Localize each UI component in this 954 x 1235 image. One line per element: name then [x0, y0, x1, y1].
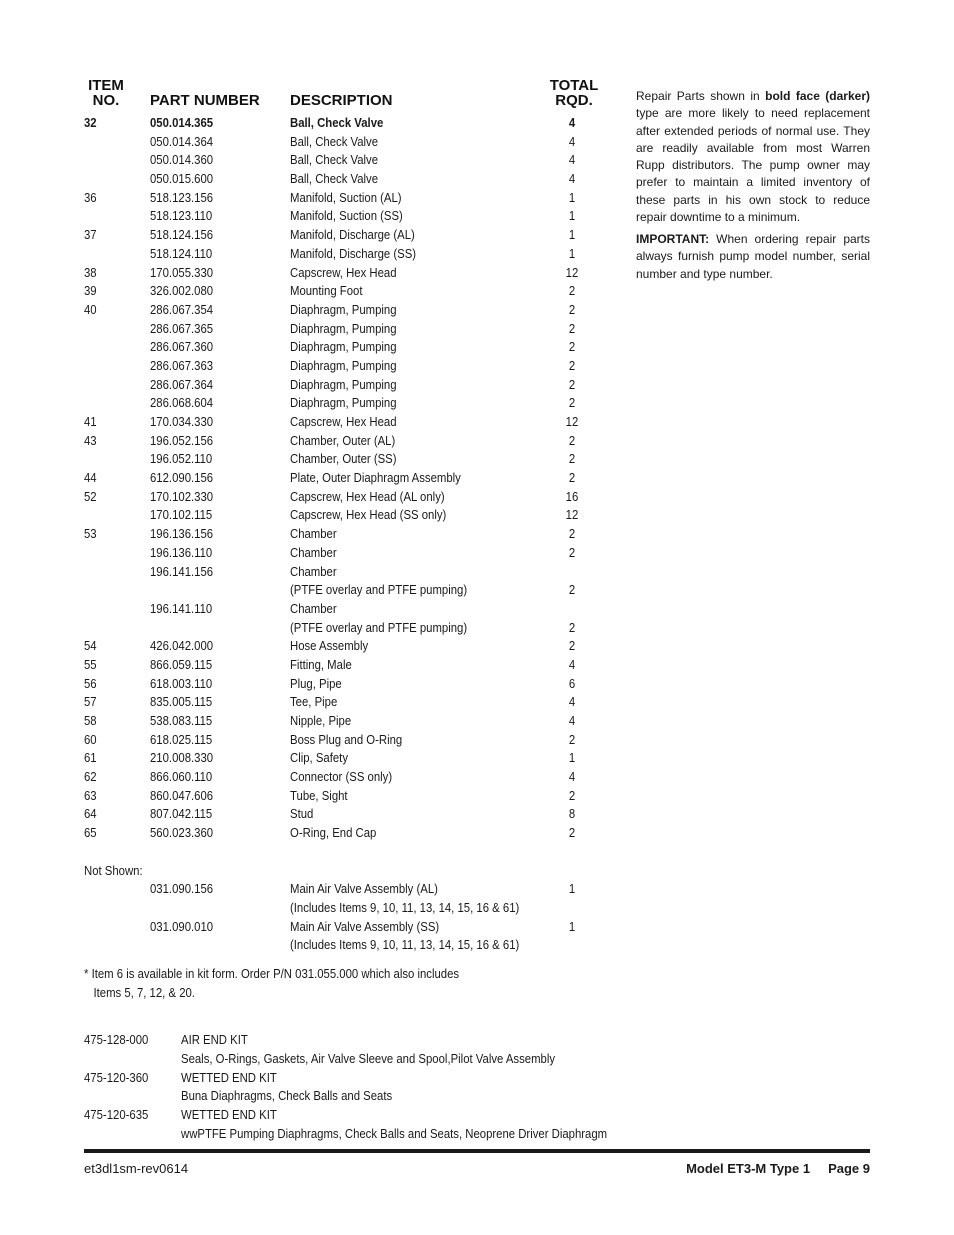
part-number: 196.136.156 [150, 526, 214, 542]
quantity-required: 2 [568, 339, 576, 355]
parts-row [84, 749, 604, 768]
part-number: 518.123.156 [150, 189, 214, 205]
quantity-required: 2 [568, 638, 576, 654]
part-description: (Includes Items 9, 10, 11, 13, 14, 15, 16 & 61) [290, 937, 520, 953]
part-number: 196.136.110 [150, 544, 213, 560]
part-number: 612.090.156 [150, 470, 214, 486]
part-description: Capscrew, Hex Head [290, 414, 397, 429]
part-description: Mounting Foot [290, 283, 363, 299]
header-item-line2: NO. [92, 92, 120, 109]
quantity-required: 2 [568, 731, 576, 747]
item-number: 60 [84, 731, 97, 747]
kit-description: WETTED END KIT [181, 1107, 277, 1123]
kit-description: WETTED END KIT [181, 1069, 277, 1085]
part-description: Ball, Check Valve [290, 115, 384, 130]
header-total-rqd [546, 78, 602, 108]
note-text: type are more likely to need replacement after extended periods of normal use. They are readily available from most Warren Rupp distributors. The pump owner may prefer to maintain a limited inventory of these parts in his own stock to reduce repair downtime to a minimum. [636, 106, 870, 225]
parts-row [84, 805, 604, 824]
part-description: Main Air Valve Assembly (AL) [290, 881, 438, 897]
parts-row [84, 712, 604, 731]
quantity-required: 6 [568, 675, 576, 691]
part-description: Ball, Check Valve [290, 133, 379, 149]
parts-row [84, 394, 604, 413]
parts-row [84, 432, 604, 451]
quantity-required: 4 [568, 694, 576, 710]
part-description: Boss Plug and O-Ring [290, 731, 403, 747]
footer-divider [84, 1149, 870, 1153]
part-number: 286.068.604 [150, 395, 214, 411]
parts-row [84, 862, 604, 881]
item-number: 40 [84, 301, 97, 317]
quantity-required: 4 [568, 713, 576, 728]
part-description: Hose Assembly [290, 638, 369, 654]
parts-row [84, 787, 604, 806]
parts-row [84, 637, 604, 656]
quantity-required: 2 [568, 451, 576, 467]
kit-description: Buna Diaphragms, Check Balls and Seats [181, 1088, 393, 1104]
quantity-required: 4 [568, 115, 576, 130]
part-description: Tube, Sight [290, 787, 348, 803]
part-description: Manifold, Suction (AL) [290, 189, 402, 205]
kit-line [84, 1050, 784, 1069]
header-item-line1: ITEM [88, 77, 124, 94]
part-number: 286.067.364 [150, 376, 214, 392]
part-description: Chamber [290, 526, 337, 542]
quantity-required: 16 [565, 488, 579, 504]
part-number: 050.014.364 [150, 133, 214, 149]
part-number: 286.067.363 [150, 357, 214, 373]
item-number: 61 [84, 750, 97, 766]
header-description: DESCRIPTION [290, 92, 393, 109]
quantity-required: 2 [568, 619, 576, 635]
quantity-required: 2 [568, 301, 576, 317]
part-description: Tee, Pipe [290, 694, 338, 710]
parts-row [84, 151, 604, 170]
parts-row [84, 918, 604, 937]
part-number: 807.042.115 [150, 806, 213, 822]
item-number: 53 [84, 526, 97, 542]
quantity-required: 1 [568, 189, 576, 205]
quantity-required: 12 [565, 264, 579, 280]
kit-line [84, 1106, 784, 1125]
part-number: 170.034.330 [150, 414, 214, 429]
item-number: 37 [84, 227, 97, 243]
part-number: 866.059.115 [150, 656, 213, 672]
part-description: Manifold, Suction (SS) [290, 208, 403, 224]
part-description: Plug, Pipe [290, 675, 342, 691]
parts-row [84, 544, 604, 563]
part-number: 031.090.010 [150, 918, 214, 934]
part-number: 031.090.156 [150, 881, 214, 897]
note-bold-text: bold face (darker) [765, 89, 870, 103]
part-description: Diaphragm, Pumping [290, 320, 397, 336]
parts-row [84, 264, 604, 283]
footer-doc-code: et3dl1sm-rev0614 [84, 1161, 189, 1176]
kit-line [84, 1069, 784, 1088]
part-number: 426.042.000 [150, 638, 214, 654]
quantity-required: 4 [568, 133, 576, 149]
part-description: Manifold, Discharge (AL) [290, 227, 415, 243]
parts-row [84, 824, 604, 843]
item-number: 41 [84, 414, 97, 429]
quantity-required: 1 [568, 750, 576, 766]
quantity-required: 12 [565, 414, 579, 429]
item-number: 62 [84, 769, 97, 785]
quantity-required: 1 [568, 245, 576, 261]
important-note [636, 231, 870, 283]
part-number: 170.102.330 [150, 488, 214, 504]
parts-row [84, 413, 604, 432]
quantity-required: 4 [568, 769, 576, 785]
quantity-required: 2 [568, 357, 576, 373]
quantity-required: 1 [568, 227, 576, 243]
item-number: 64 [84, 806, 97, 822]
item-number: 65 [84, 825, 97, 841]
parts-row [84, 488, 604, 507]
part-description: Stud [290, 806, 314, 822]
part-number: 866.060.110 [150, 769, 213, 785]
parts-row [84, 506, 604, 525]
part-description: (PTFE overlay and PTFE pumping) [290, 619, 468, 635]
parts-row [84, 133, 604, 152]
kit-footnote-line1: * Item 6 is available in kit form. Order P/N 031.055.000 which also includes [84, 966, 460, 981]
quantity-required: 12 [565, 507, 579, 523]
item-number: 58 [84, 713, 97, 728]
quantity-required: 2 [568, 582, 576, 598]
parts-row [84, 843, 604, 862]
quantity-required: 1 [568, 208, 576, 224]
parts-row [84, 581, 604, 600]
parts-row [84, 469, 604, 488]
kit-line [84, 1087, 784, 1106]
quantity-required: 2 [568, 470, 576, 486]
part-description: Capscrew, Hex Head (AL only) [290, 488, 445, 504]
part-description: (PTFE overlay and PTFE pumping) [290, 582, 468, 598]
kit-line [84, 1031, 784, 1050]
parts-row [84, 656, 604, 675]
parts-row [84, 525, 604, 544]
note-text: Repair Parts shown in [636, 89, 766, 103]
item-number: 52 [84, 488, 97, 504]
item-number: 54 [84, 638, 97, 654]
kit-number: 475-128-000 [84, 1032, 149, 1047]
part-description: Diaphragm, Pumping [290, 301, 397, 317]
kit-number: 475-120-635 [84, 1107, 149, 1123]
footer-page-info [686, 1161, 870, 1177]
item-number: 36 [84, 189, 97, 205]
quantity-required: 2 [568, 395, 576, 411]
quantity-required: 1 [568, 881, 576, 897]
part-description: Ball, Check Valve [290, 171, 379, 187]
part-description: (Includes Items 9, 10, 11, 13, 14, 15, 16 & 61) [290, 899, 520, 915]
part-description: Capscrew, Hex Head [290, 264, 397, 280]
header-total-line1: TOTAL [549, 77, 599, 94]
part-description: Capscrew, Hex Head (SS only) [290, 507, 447, 523]
part-description: Plate, Outer Diaphragm Assembly [290, 470, 461, 486]
part-number: 050.014.360 [150, 152, 214, 168]
part-number: 618.003.110 [150, 675, 213, 691]
part-description: Chamber [290, 563, 337, 579]
part-number: 326.002.080 [150, 283, 214, 299]
part-number: 518.123.110 [150, 208, 213, 224]
item-number: Not Shown: [84, 862, 143, 878]
quantity-required: 2 [568, 432, 576, 448]
parts-row [84, 170, 604, 189]
part-description: Diaphragm, Pumping [290, 339, 397, 355]
parts-row [84, 563, 604, 582]
part-number: 518.124.110 [150, 245, 213, 261]
part-description: Chamber, Outer (SS) [290, 451, 397, 467]
part-description: Chamber [290, 544, 337, 560]
kit-footnote [84, 964, 520, 1002]
parts-row [84, 768, 604, 787]
part-description: Diaphragm, Pumping [290, 357, 397, 373]
parts-row [84, 357, 604, 376]
part-number: 286.067.365 [150, 320, 214, 336]
quantity-required: 2 [568, 544, 576, 560]
header-total-line2: RQD. [555, 92, 593, 109]
footer-page-number: Page 9 [828, 1161, 870, 1176]
parts-row [84, 619, 604, 638]
part-description: Manifold, Discharge (SS) [290, 245, 417, 261]
parts-row [84, 675, 604, 694]
quantity-required: 2 [568, 283, 576, 299]
part-description: O-Ring, End Cap [290, 825, 377, 841]
part-number: 210.008.330 [150, 750, 214, 766]
part-number: 860.047.606 [150, 787, 214, 803]
parts-row [84, 450, 604, 469]
item-number: 39 [84, 283, 97, 299]
part-description: Chamber [290, 600, 337, 616]
part-number: 050.014.365 [150, 115, 214, 130]
part-number: 196.052.156 [150, 432, 214, 448]
item-number: 38 [84, 264, 97, 280]
parts-row [84, 936, 604, 955]
repair-parts-note [636, 88, 870, 226]
part-number: 518.124.156 [150, 227, 214, 243]
item-number: 43 [84, 432, 97, 448]
part-description: Clip, Safety [290, 750, 348, 766]
part-number: 835.005.115 [150, 694, 213, 710]
parts-row [84, 880, 604, 899]
quantity-required: 2 [568, 320, 576, 336]
parts-row [84, 731, 604, 750]
parts-row [84, 338, 604, 357]
part-number: 618.025.115 [150, 731, 213, 747]
quantity-required: 1 [568, 918, 576, 934]
part-number: 170.102.115 [150, 507, 213, 523]
item-number: 63 [84, 787, 97, 803]
parts-row [84, 320, 604, 339]
part-description: Chamber, Outer (AL) [290, 432, 396, 448]
part-number: 196.141.156 [150, 563, 214, 579]
parts-row [84, 114, 604, 133]
parts-row [84, 693, 604, 712]
part-number: 560.023.360 [150, 825, 214, 841]
parts-row [84, 245, 604, 264]
item-number: 56 [84, 675, 97, 691]
parts-row [84, 376, 604, 395]
part-number: 286.067.360 [150, 339, 214, 355]
item-number: 55 [84, 656, 97, 672]
kit-description: Seals, O-Rings, Gaskets, Air Valve Sleeve and Spool,Pilot Valve Assembly [181, 1050, 556, 1066]
quantity-required: 2 [568, 787, 576, 803]
part-description: Diaphragm, Pumping [290, 376, 397, 392]
quantity-required: 4 [568, 152, 576, 168]
parts-row [84, 207, 604, 226]
kit-description: AIR END KIT [181, 1032, 248, 1047]
parts-row [84, 301, 604, 320]
item-number: 32 [84, 115, 97, 130]
important-text: When ordering repair parts always furnish pump model number, serial number and type number. [636, 232, 870, 281]
kit-number: 475-120-360 [84, 1069, 149, 1085]
parts-list [84, 114, 604, 955]
part-number: 196.052.110 [150, 451, 213, 467]
kits-list [84, 1031, 784, 1144]
part-description: Diaphragm, Pumping [290, 395, 397, 411]
header-part-number: PART NUMBER [150, 92, 260, 109]
kit-line [84, 1125, 784, 1144]
header-item-no [85, 78, 127, 108]
quantity-required: 4 [568, 656, 576, 672]
parts-row [84, 899, 604, 918]
part-description: Nipple, Pipe [290, 713, 352, 728]
part-description: Fitting, Male [290, 656, 352, 672]
part-description: Main Air Valve Assembly (SS) [290, 918, 440, 934]
part-description: Connector (SS only) [290, 769, 393, 785]
part-number: 286.067.354 [150, 301, 214, 317]
kit-description: wwPTFE Pumping Diaphragms, Check Balls and Seats, Neoprene Driver Diaphragm [181, 1125, 608, 1141]
item-number: 44 [84, 470, 97, 486]
important-label: IMPORTANT: [636, 232, 710, 246]
quantity-required: 2 [568, 825, 576, 841]
part-number: 196.141.110 [150, 600, 213, 616]
quantity-required: 2 [568, 376, 576, 392]
item-number: 57 [84, 694, 97, 710]
parts-row [84, 226, 604, 245]
part-number: 170.055.330 [150, 264, 214, 280]
part-description: Ball, Check Valve [290, 152, 379, 168]
parts-row [84, 189, 604, 208]
quantity-required: 4 [568, 171, 576, 187]
quantity-required: 8 [568, 806, 576, 822]
kit-footnote-line2: Items 5, 7, 12, & 20. [93, 985, 195, 1000]
parts-row [84, 282, 604, 301]
part-number: 050.015.600 [150, 171, 214, 187]
quantity-required: 2 [568, 526, 576, 542]
part-number: 538.083.115 [150, 713, 213, 728]
footer-model: Model ET3-M Type 1 [686, 1161, 811, 1176]
parts-row [84, 600, 604, 619]
